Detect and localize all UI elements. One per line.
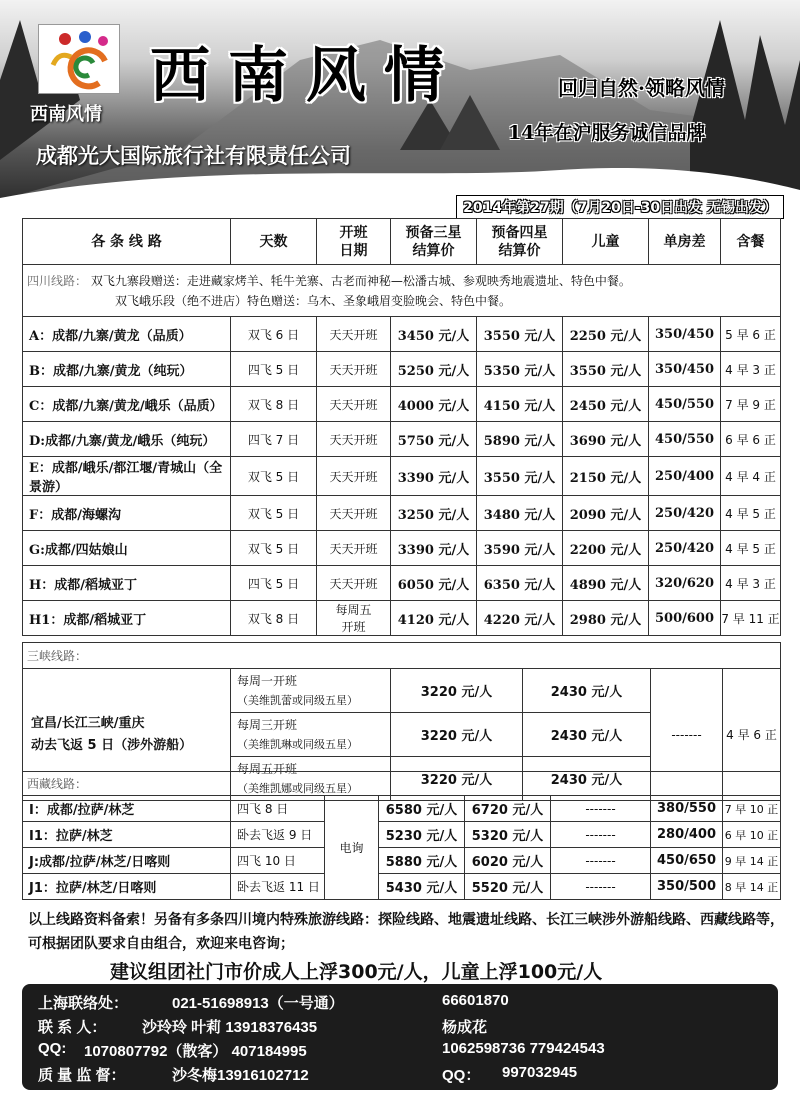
price-3star: 5880 元/人 [379,848,465,874]
col-days: 天数 [231,219,317,265]
child-price: 4890 元/人 [563,566,649,601]
sanxia-child-3: 2430 元/人 [523,757,651,801]
child-price: ------- [551,796,651,822]
meals: 4 早 4 正 [721,457,781,496]
price-3star: 5750 元/人 [391,422,477,457]
price-3star: 3390 元/人 [391,457,477,496]
price-4star: 5350 元/人 [477,352,563,387]
price-4star: 6020 元/人 [465,848,551,874]
contact-persons: 沙玲玲 叶莉 13918376435 [142,1019,318,1036]
sanxia-child-1: 2430 元/人 [523,669,651,713]
route-name: C：成都/九寨/黄龙/峨乐（品质） [23,387,231,422]
qq-label: QQ: [38,1040,67,1057]
start-date: 天天开班 [317,566,391,601]
sichuan-rows [23,317,781,636]
sanxia-option-1-ship: （美维凯蕾或同级五星） [237,693,358,707]
child-price: 2200 元/人 [563,531,649,566]
route-name: I：成都/拉萨/林芝 [23,796,231,822]
child-price: 2090 元/人 [563,496,649,531]
single-room: 450/650 [651,848,723,874]
route-name: J:成都/拉萨/林芝/日喀则 [23,848,231,874]
single-room: 350/450 [649,352,721,387]
child-price: ------- [551,874,651,900]
sanxia-price-2: 3220 元/人 [391,713,523,757]
sanxia-option-2-when: 每周三开班 [237,717,298,732]
single-room: 250/420 [649,496,721,531]
price-4star: 4150 元/人 [477,387,563,422]
qq-3-label: QQ： [442,1067,481,1084]
table-row [23,496,781,531]
sanxia-option-3-ship: （美维凯娜或同级五星） [237,781,358,795]
main-title: 西南风情 [150,41,462,111]
col-date: 开班 日期 [317,219,391,265]
price-3star: 4120 元/人 [391,601,477,636]
route-name: F：成都/海螺沟 [23,496,231,531]
start-date: 每周五 开班 [317,601,391,636]
price-3star: 5430 元/人 [379,874,465,900]
route-name: H1：成都/稻城亚丁 [23,601,231,636]
contact-person-2: 杨成花 [442,1019,488,1036]
col-meals: 含餐 [721,219,781,265]
meals: 4 早 3 正 [721,566,781,601]
price-4star: 5890 元/人 [477,422,563,457]
child-price: 3690 元/人 [563,422,649,457]
child-price: 2250 元/人 [563,317,649,352]
days: 四飞 5 日 [231,566,317,601]
table-row [23,796,781,822]
single-room: 450/550 [649,422,721,457]
sichuan-note-2: 双飞峨乐段（绝不进店）特色赠送：乌木、圣象峨眉变脸晚会、特色中餐。 [115,293,512,308]
days: 双飞 5 日 [231,531,317,566]
sanxia-label: 三峡线路： [23,643,781,669]
table-header-row [23,219,781,265]
start-date: 天天开班 [317,387,391,422]
sanxia-meals: 4 早 6 正 [723,669,781,801]
tibet-rows [23,796,781,900]
child-price: 2980 元/人 [563,601,649,636]
company-name: 成都光大国际旅行社有限责任公司 [36,144,351,168]
table-row [23,601,781,636]
single-room: 350/450 [649,317,721,352]
route-name: B：成都/九寨/黄龙（纯玩） [23,352,231,387]
office-phone[interactable]: 021-51698913（一号通） [172,995,344,1012]
sanxia-option-2 [231,713,391,757]
meals: 4 早 5 正 [721,496,781,531]
price-3star: 5250 元/人 [391,352,477,387]
single-room: 320/620 [649,566,721,601]
sichuan-note-1: 双飞九寨段赠送：走进藏家烤羊、牦牛羌寨、古老而神秘—松潘古城、参观映秀地震遗址、特色中餐。 [90,273,631,288]
single-room: 500/600 [649,601,721,636]
logo-text: 西南风情 [30,104,102,125]
sanxia-price-3: 3220 元/人 [391,757,523,801]
slogan: 回归自然·领略风情 [558,76,725,100]
days: 双飞 5 日 [231,496,317,531]
meals: 4 早 3 正 [721,352,781,387]
price-4star: 3550 元/人 [477,317,563,352]
brand-tagline: 14年在沪服务诚信品牌 [508,122,706,144]
tibet-label: 西藏线路： [23,772,781,796]
days: 双飞 6 日 [231,317,317,352]
sanxia-price-1: 3220 元/人 [391,669,523,713]
price-4star: 3590 元/人 [477,531,563,566]
meals: 5 早 6 正 [721,317,781,352]
tibet-route-table [22,771,781,900]
col-price-3star: 预备三星 结算价 [391,219,477,265]
sanxia-option-3-when: 每周五开班 [237,761,298,776]
days: 四飞 8 日 [231,796,325,822]
days: 双飞 8 日 [231,601,317,636]
route-name: J1：拉萨/林芝/日喀则 [23,874,231,900]
price-3star: 3450 元/人 [391,317,477,352]
sichuan-label: 四川线路： [27,273,88,288]
days: 四飞 10 日 [231,848,325,874]
days: 四飞 7 日 [231,422,317,457]
col-single-room: 单房差 [649,219,721,265]
meals: 7 早 9 正 [721,387,781,422]
days: 双飞 5 日 [231,457,317,496]
table-row [23,822,781,848]
table-row [23,387,781,422]
supervisor: 沙冬梅13916102712 [172,1067,309,1084]
contact-panel [22,984,778,1090]
col-price-4star: 预备四星 结算价 [477,219,563,265]
supervise-label: 质 量 监 督： [38,1067,126,1084]
child-price: ------- [551,848,651,874]
price-4star: 3480 元/人 [477,496,563,531]
route-name: E：成都/峨乐/都江堰/青城山（全景游） [23,457,231,496]
logo [38,24,120,94]
sanxia-option-1 [231,669,391,713]
meals: 9 早 14 正 [723,848,781,874]
price-advice: 建议组团社门市价成人上浮300元/人，儿童上浮100元/人 [110,961,603,983]
meals: 4 早 5 正 [721,531,781,566]
col-route: 各 条 线 路 [23,219,231,265]
route-name: G:成都/四姑娘山 [23,531,231,566]
child-price: ------- [551,822,651,848]
meals: 7 早 11 正 [721,601,781,636]
days: 卧去飞返 9 日 [231,822,325,848]
office-phone-2[interactable]: 66601870 [442,992,509,1009]
header-banner [0,0,800,200]
child-price: 2150 元/人 [563,457,649,496]
route-name: I1：拉萨/林芝 [23,822,231,848]
days: 双飞 8 日 [231,387,317,422]
issue-info: 2014年第27期（7月20日-30日出发 无锡出发） [456,195,784,219]
table-row [23,531,781,566]
qq-numbers-1: 1070807792（散客） 407184995 [84,1043,307,1060]
price-4star: 6350 元/人 [477,566,563,601]
price-4star: 3550 元/人 [477,457,563,496]
sanxia-route: 宜昌/长江三峡/重庆 动去飞返 5 日（涉外游船） [23,669,231,801]
start-date: 天天开班 [317,352,391,387]
price-4star: 5520 元/人 [465,874,551,900]
meals: 6 早 10 正 [723,822,781,848]
single-room: 250/420 [649,531,721,566]
route-name: A：成都/九寨/黄龙（品质） [23,317,231,352]
meals: 6 早 6 正 [721,422,781,457]
single-room: 450/550 [649,387,721,422]
table-row [23,848,781,874]
table-row [23,422,781,457]
qq-3: 997032945 [502,1064,578,1081]
table-row [23,566,781,601]
child-price: 2450 元/人 [563,387,649,422]
table-row [23,457,781,496]
days: 卧去飞返 11 日 [231,874,325,900]
table-row [23,352,781,387]
price-3star: 5230 元/人 [379,822,465,848]
qq-numbers-2: 1062598736 779424543 [442,1040,605,1057]
route-name: H：成都/稻城亚丁 [23,566,231,601]
header-wave [0,150,800,200]
route-name: D:成都/九寨/黄龙/峨乐（纯玩） [23,422,231,457]
price-4star: 6720 元/人 [465,796,551,822]
price-3star: 6050 元/人 [391,566,477,601]
single-room: 380/550 [651,796,723,822]
single-room: 280/400 [651,822,723,848]
days: 四飞 5 日 [231,352,317,387]
table-row [23,317,781,352]
notes-text: 以上线路资料备索！另备有多条四川境内特殊旅游线路：探险线路、地震遗址线路、长江三峡涉外游船线路、西藏线路等，可根据团队要求自由组合，欢迎来电咨询； [28,912,784,952]
meals: 7 早 10 正 [723,796,781,822]
start-date: 天天开班 [317,457,391,496]
price-4star: 4220 元/人 [477,601,563,636]
price-4star: 5320 元/人 [465,822,551,848]
start-date: 天天开班 [317,531,391,566]
single-room: 350/500 [651,874,723,900]
sanxia-child-2: 2430 元/人 [523,713,651,757]
office-label: 上海联络处： [38,995,129,1012]
start-date: 天天开班 [317,317,391,352]
table-row [23,874,781,900]
tibet-start-date: 电询 [325,796,379,900]
sanxia-single: ------- [651,669,723,801]
price-3star: 3390 元/人 [391,531,477,566]
start-date: 天天开班 [317,496,391,531]
sanxia-option-2-ship: （美维凯琳或同级五星） [237,737,358,751]
sichuan-route-table [22,218,781,636]
price-3star: 6580 元/人 [379,796,465,822]
price-3star: 3250 元/人 [391,496,477,531]
price-3star: 4000 元/人 [391,387,477,422]
sichuan-note-row [23,265,781,317]
single-room: 250/400 [649,457,721,496]
sanxia-option-1-when: 每周一开班 [237,673,298,688]
child-price: 3550 元/人 [563,352,649,387]
col-child: 儿童 [563,219,649,265]
meals: 8 早 14 正 [723,874,781,900]
contact-person-label: 联 系 人： [38,1019,107,1036]
start-date: 天天开班 [317,422,391,457]
